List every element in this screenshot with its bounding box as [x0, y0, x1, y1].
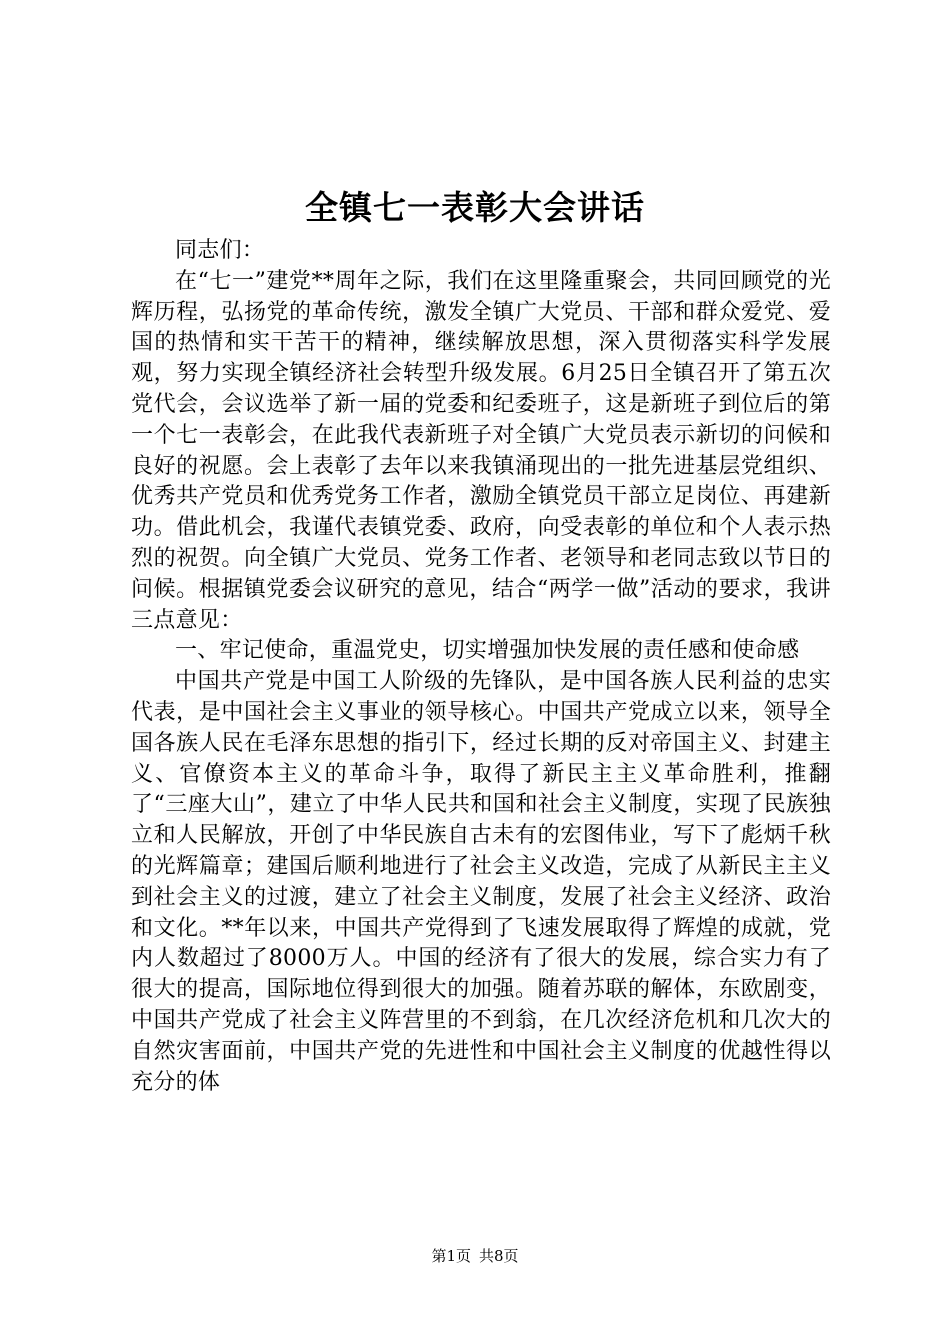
- section-heading-1: 一、牢记使命，重温党史，切实增强加快发展的责任感和使命感: [175, 638, 800, 664]
- page-total: 共8页: [479, 1247, 519, 1265]
- paragraph-history: 中国共产党是中国工人阶级的先锋队，是中国各族人民利益的忠实代表，是中国社会主义事业的领导核心。中国共产党成立以来，领导全国各族人民在毛泽东思想的指引下，经过长期的反对帝国主义、封建主义、官僚资本主义的革命斗争，取得了新民主主义革命胜利，推翻了“三座大山”，建立了中华人民共和国和社会主义制度，实现了民族独立和人民解放，开创了中华民族自古未有的宏图伟业，写下了彪炳千秋的光辉篇章；建国后顺利地进行了社会主义改造，完成了从新民主主义到社会主义的过渡，建立了社会主义制度，发展了社会主义经济、政治和文化。**年以来，中国共产党得到了飞速发展取得了辉煌的成就，党内人数超过了8000万人。中国的经济有了很大的发展，综合实力有了很大的提高，国际地位得到很大的加强。随着苏联的解体，东欧剧变，中国共产党成了社会主义阵营里的不到翁，在几次经济危机和几次大的自然灾害面前，中国共产党的先进性和中国社会主义制度的优越性得以充分的体: [131, 669, 831, 1095]
- paragraph-intro: 在“七一”建党**周年之际，我们在这里隆重聚会，共同回顾党的光辉历程，弘扬党的革命传统，激发全镇广大党员、干部和群众爱党、爱国的热情和实干苦干的精神，继续解放思想，深入贯彻落实科学发展观，努力实现全镇经济社会转型升级发展。6月25日全镇召开了第五次党代会，会议选举了新一届的党委和纪委班子，这是新班子到位后的第一个七一表彰会，在此我代表新班子对全镇广大党员表示新切的问候和良好的祝愿。会上表彰了去年以来我镇涌现出的一批先进基层党组织、优秀共产党员和优秀党务工作者，激励全镇党员干部立足岗位、再建新功。借此机会，我谨代表镇党委、政府，向受表彰的单位和个人表示热烈的祝贺。向全镇广大党员、党务工作者、老领导和老同志致以节日的问候。根据镇党委会议研究的意见，结合“两学一做”活动的要求，我讲三点意见：: [131, 268, 831, 633]
- page-number: 第1页: [431, 1247, 471, 1265]
- document-body: [131, 236, 831, 1098]
- document-title: 全镇七一表彰大会讲话: [305, 188, 645, 227]
- page-footer: [0, 1246, 950, 1266]
- salutation: 同志们：: [175, 238, 265, 263]
